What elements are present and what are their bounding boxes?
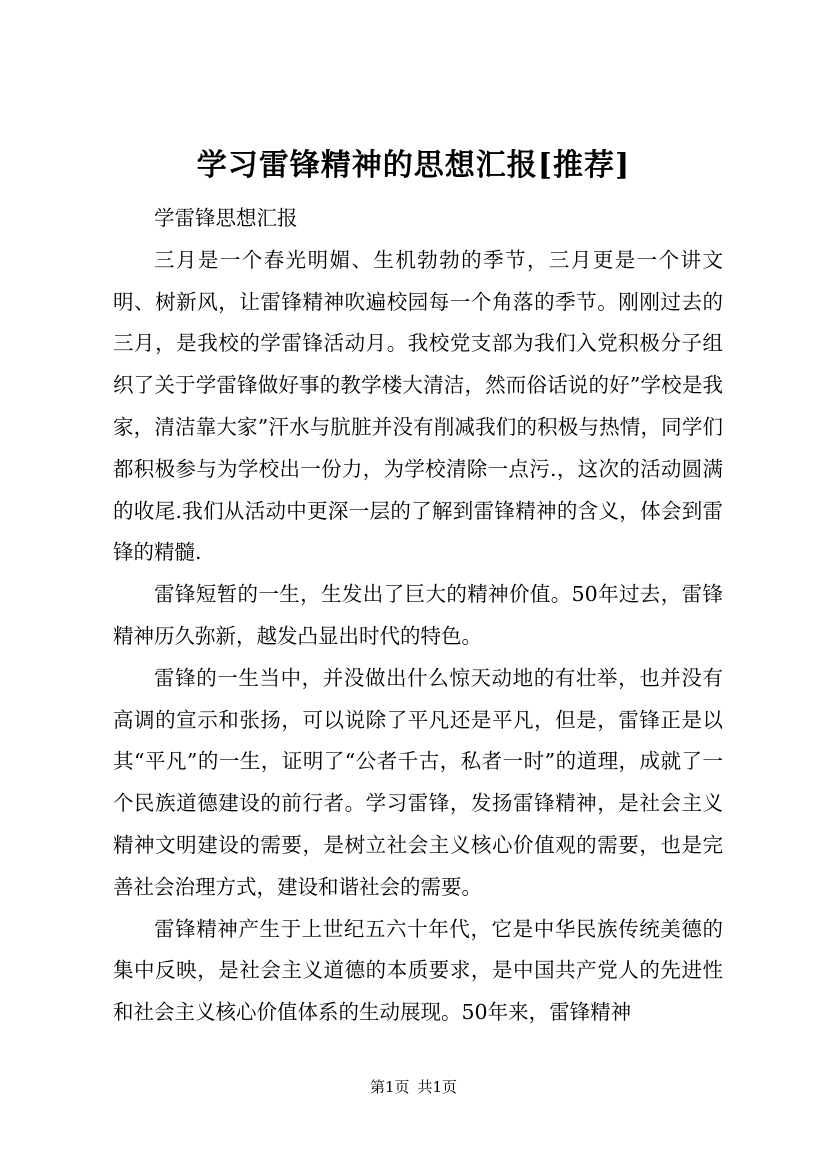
paragraph-2: 雷锋短暂的一生，生发出了巨大的精神价值。50年过去，雷锋精神历久弥新，越发凸显出时代的特色。 — [113, 582, 723, 648]
paragraph-1: 三月是一个春光明媚、生机勃勃的季节，三月更是一个讲文明、树新风，让雷锋精神吹遍校园每一个角落的季节。刚刚过去的三月，是我校的学雷锋活动月。我校党支部为我们入党积极分子组织了关于学雷锋做好事的教学楼大清洁，然而俗话说的好”学校是我家，清洁靠大家”汗水与肮脏并没有削减我们的积极与热情，同学们都积极参与为学校出一份力，为学校清除一点污.，这次的活动圆满的收尾.我们从活动中更深一层的了解到雷锋精神的含义，体会到雷锋的精髓. — [113, 247, 723, 565]
paragraph-subtitle: 学雷锋思想汇报 — [154, 206, 298, 230]
page-number-current: 第1页 — [369, 1078, 410, 1096]
paragraph-3: 雷锋的一生当中，并没做出什么惊天动地的有壮举，也并没有高调的宣示和张扬，可以说除了平凡还是平凡，但是，雷锋正是以其“平凡”的一生，证明了“公者千古，私者一时”的道理，成就了一个民族道德建设的前行者。学习雷锋，发扬雷锋精神，是社会主义精神文明建设的需要，是树立社会主义核心价值观的需要，也是完善社会治理方式，建设和谐社会的需要。 — [113, 665, 723, 899]
page-footer — [0, 1077, 827, 1097]
document-body — [113, 198, 723, 1034]
page-number-total: 共1页 — [417, 1078, 458, 1096]
paragraph-4: 雷锋精神产生于上世纪五六十年代，它是中华民族传统美德的集中反映，是社会主义道德的本质要求，是中国共产党人的先进性和社会主义核心价值体系的生动展现。50年来，雷锋精神 — [113, 916, 723, 1025]
document-title: 学习雷锋精神的思想汇报[推荐] — [196, 148, 631, 183]
